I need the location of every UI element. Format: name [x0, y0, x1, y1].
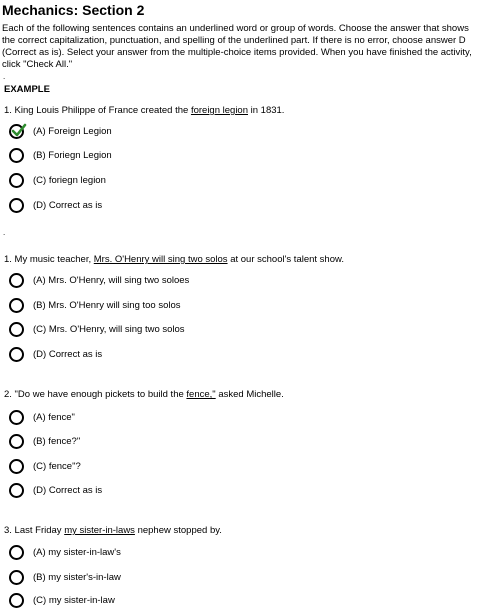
radio-button[interactable] [9, 459, 24, 474]
option-label: (A) fence" [33, 411, 75, 423]
instructions-text: Each of the following sentences contains an underlined word or group of words. Choose the answer that shows the correct capitalization, punctuation, and spelling of the underlined part. If there is no error, choose answer D (Correct as is). Select your answer from the multiple-choice items provided. When you have finished the activity, click "Check All." [2, 23, 472, 70]
page-title: Mechanics: Section 2 [2, 2, 145, 18]
question-text: 2. "Do we have enough pickets to build the [4, 389, 187, 400]
radio-button[interactable] [9, 347, 24, 362]
option-label: (B) Mrs. O'Henry will sing too solos [33, 299, 181, 311]
option-label: (B) my sister's-in-law [33, 571, 121, 583]
example-heading: EXAMPLE [4, 84, 50, 95]
radio-button[interactable] [9, 434, 24, 449]
radio-button[interactable] [9, 198, 24, 213]
option-label: (C) Mrs. O'Henry, will sing two solos [33, 323, 185, 335]
option-label: (D) Correct as is [33, 348, 103, 360]
question-3 [4, 525, 222, 536]
radio-button[interactable] [9, 570, 24, 585]
q1-option-c[interactable] [9, 320, 185, 338]
radio-button[interactable] [9, 545, 24, 560]
underlined-part: fence," [186, 389, 216, 400]
q3-option-b[interactable] [9, 568, 121, 586]
example-option-c[interactable] [9, 171, 106, 189]
q3-option-a[interactable] [9, 543, 121, 561]
radio-button[interactable] [9, 148, 24, 163]
q2-option-c[interactable] [9, 457, 81, 475]
radio-button[interactable] [9, 483, 24, 498]
option-label: (B) fence?" [33, 435, 81, 447]
underlined-part: foreign legion [190, 105, 248, 116]
example-option-b[interactable] [9, 146, 112, 164]
option-label: (B) Foriegn Legion [33, 149, 112, 161]
separator-dot: . [3, 72, 6, 81]
radio-button[interactable] [9, 298, 24, 313]
option-label: (C) fence"? [33, 460, 81, 472]
q1-option-b[interactable] [9, 296, 181, 314]
question-text-end: nephew stopped by. [134, 525, 222, 536]
option-label: (D) Correct as is [33, 484, 103, 496]
radio-button[interactable] [9, 124, 24, 139]
underlined-part: Mrs. O'Henry will sing two solos [93, 254, 228, 265]
question-1 [4, 254, 344, 265]
radio-button[interactable] [9, 410, 24, 425]
question-text-end: asked Michelle. [215, 389, 284, 400]
q3-option-c[interactable] [9, 591, 115, 609]
underlined-part: my sister-in-laws [64, 525, 135, 536]
option-label: (A) Foreign Legion [33, 125, 112, 137]
option-label: (C) foriegn legion [33, 174, 106, 186]
option-label: (A) Mrs. O'Henry, will sing two soloes [33, 274, 190, 286]
example-option-d[interactable] [9, 196, 102, 214]
question-2 [4, 389, 284, 400]
question-text: 1. King Louis Philippe of France created the [4, 105, 191, 116]
option-label: (D) Correct as is [33, 199, 103, 211]
question-text: 1. My music teacher, [4, 254, 94, 265]
option-label: (C) my sister-in-law [33, 594, 115, 606]
q1-option-d[interactable] [9, 345, 102, 363]
radio-button[interactable] [9, 273, 24, 288]
question-text-end: at our school's talent show. [227, 254, 344, 265]
q2-option-a[interactable] [9, 408, 75, 426]
separator-dot: . [3, 228, 6, 237]
question-text-end: in 1831. [248, 105, 285, 116]
example-option-a[interactable] [9, 122, 112, 140]
radio-button[interactable] [9, 593, 24, 608]
q2-option-d[interactable] [9, 481, 102, 499]
radio-button[interactable] [9, 173, 24, 188]
example-question [4, 105, 284, 116]
q1-option-a[interactable] [9, 271, 189, 289]
radio-button[interactable] [9, 322, 24, 337]
option-label: (A) my sister-in-law's [33, 546, 121, 558]
q2-option-b[interactable] [9, 432, 80, 450]
checkmark-icon [10, 122, 28, 140]
question-text: 3. Last Friday [4, 525, 65, 536]
